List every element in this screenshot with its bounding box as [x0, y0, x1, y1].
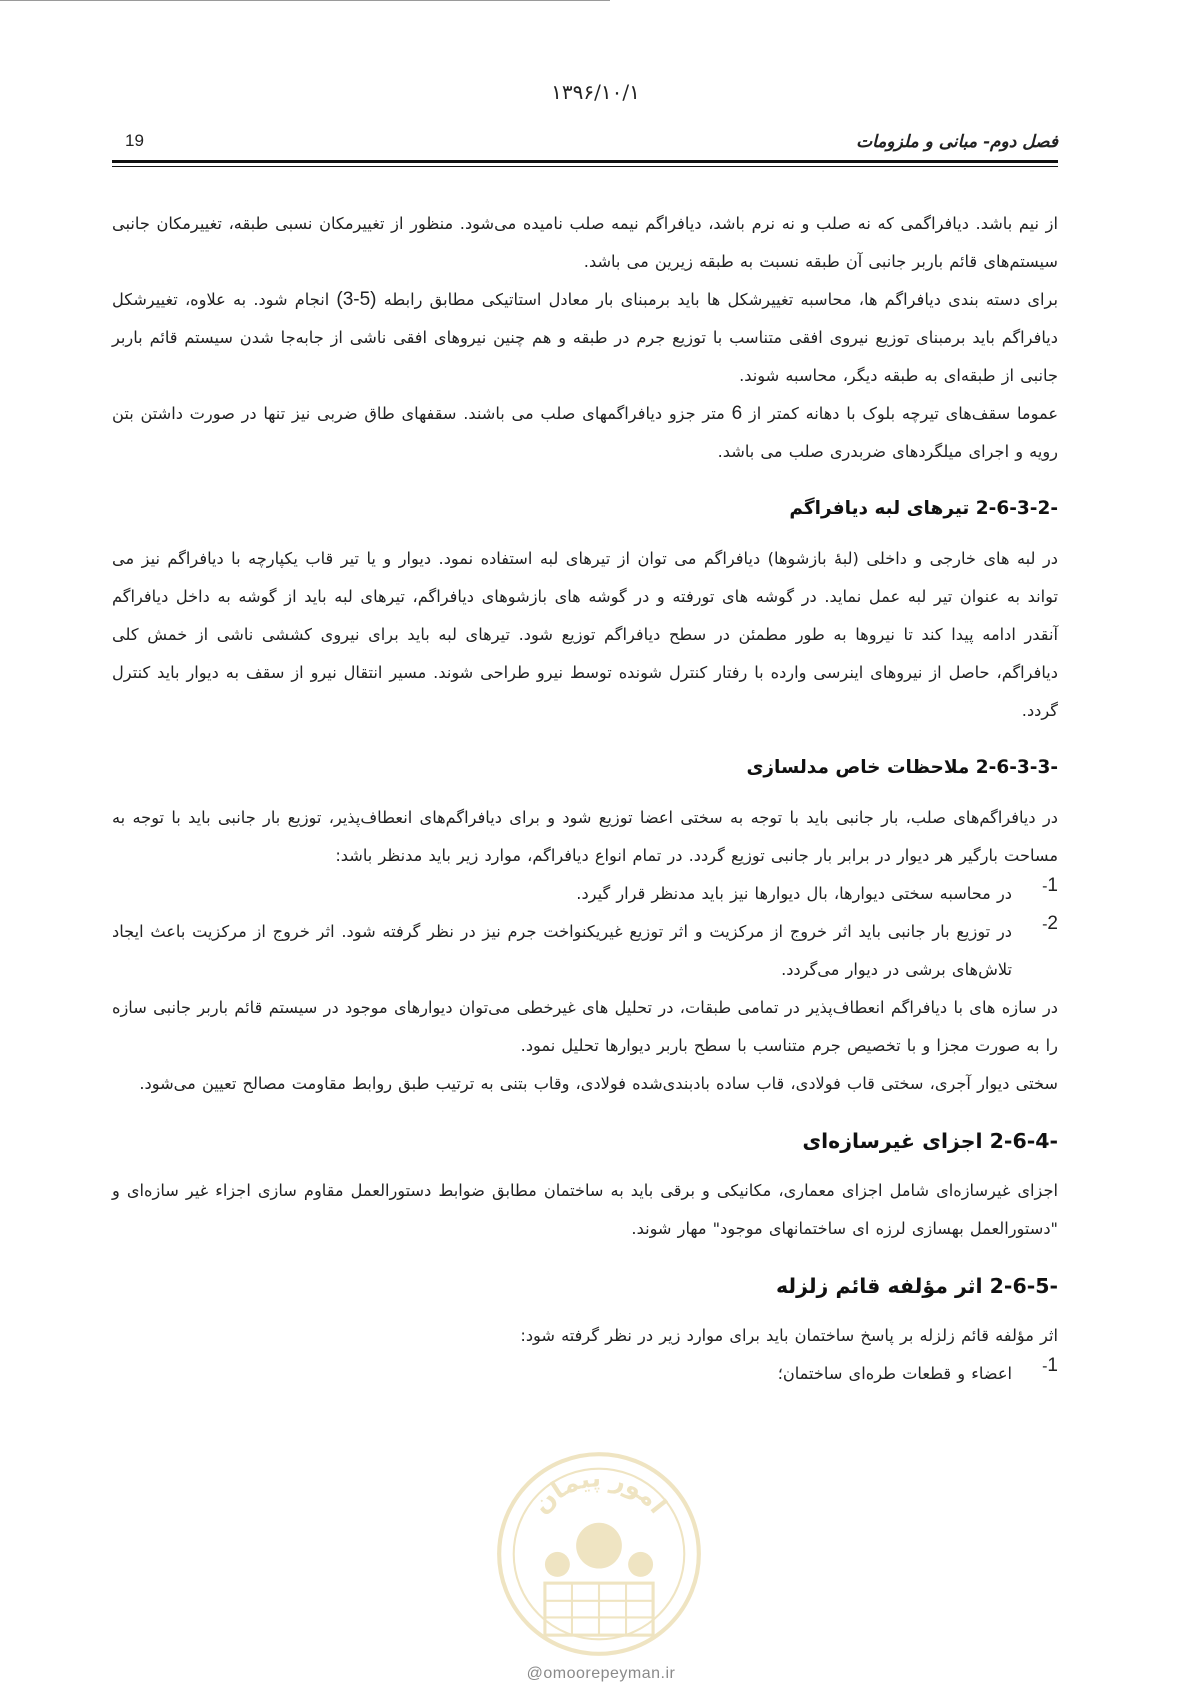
header-rule-thin	[112, 166, 1058, 167]
list-marker: 2-	[1042, 913, 1058, 934]
list-item-text: اعضاء و قطعات طره‌ای ساختمان؛	[777, 1364, 1012, 1383]
paragraph: اجزای غیرسازه‌ای شامل اجزای معماری، مکانیکی و برقی باید به ساختمان مطابق ضوابط دستورالعمل مقاوم سازی اجزاء غیر سازه‌ای و "دستورالعمل بهسازی لرزه ای ساختمانهای موجود" مهار شوند.	[112, 1181, 1058, 1238]
paragraph-part: برای دسته بندی دیافراگم ها، محاسبه تغییرشکل ها باید برمبنای بار معادل استاتیکی مطابق رابطه	[383, 290, 1058, 309]
header-rule-thick	[112, 160, 1058, 163]
document-date: ۱۳۹۶/۱۰/۱	[551, 80, 640, 104]
paragraph: از نیم باشد. دیافراگمی که نه صلب و نه نرم باشد، دیافراگم نیمه صلب نامیده می‌شود. منظور از تغییرمکان نسبی طبقه، تغییرمکان جانبی سیستم‌های قائم باربر جانبی آن طبقه نسبت به طبقه زیرین می باشد.	[112, 214, 1058, 271]
list-marker: 1-	[1042, 1355, 1058, 1376]
paragraph-part: عموما سقف‌های تیرچه بلوک با دهانه کمتر از	[748, 404, 1058, 423]
list-item	[112, 913, 1058, 989]
paragraph: در سازه های با دیافراگم انعطاف‌پذیر در تمامی طبقات، در تحلیل های غیرخطی می‌توان دیوارهای موجود در سیستم قائم باربر جانبی سازه را به صورت مجزا و با تخصیص جرم متناسب با سطح باربر دیوارها تحلیل نمود.	[112, 998, 1058, 1055]
section-number: 2-6-4-	[989, 1129, 1058, 1153]
page-number: 19	[125, 131, 144, 150]
page-content	[112, 205, 1058, 1393]
paragraph-part: متر جزو دیافراگمهای صلب می باشند. سقفهای طاق ضربی نیز تنها در صورت داشتن بتن رویه و اجرای میلگردهای ضربدری صلب می باشد.	[112, 404, 1058, 461]
paragraph: در لبه های خارجی و داخلی (لبهٔ بازشوها) دیافراگم می توان از تیرهای لبه استفاده نمود. دیوار و یا تیر قاب یکپارچه با دیافراگم نیز می تواند به عنوان تیر لبه عمل نماید. در گوشه های تورفته و در گوشه های بازشوهای دیافراگم، تیرهای لبه باید از گوشه به داخل دیافراگم آنقدر ادامه پیدا کند تا نیروها به طور مطمئن در سطح دیافراگم توزیع شود. تیرهای لبه باید برای نیروی کششی ناشی از خمش کلی دیافراگم، حاصل از نیروهای اینرسی وارده با رفتار کنترل شونده توسط نیرو طراحی شوند. مسیر انتقال نیرو از سقف به دیوار باید کنترل گردد.	[112, 549, 1058, 720]
paragraph	[112, 395, 1058, 471]
chapter-title: فصل دوم- مبانی و ملزومات	[856, 132, 1058, 152]
paragraph-part: انجام شود. به علاوه، تغییرشکل دیافراگم باید برمبنای توزیع نیروی افقی متناسب با توزیع جرم در طبقه و هم چنین نیروهای افقی ناشی از جابه‌جا شدن سیستم قائم باربر جانبی از طبقه‌ای به طبقه دیگر، محاسبه شوند.	[112, 290, 1058, 385]
svg-text:امور پیمان: امور پیمان	[526, 1463, 673, 1519]
section-title: تیرهای لبه دیافراگم	[789, 498, 970, 519]
list-marker: 1-	[1042, 875, 1058, 896]
page-header	[112, 128, 1058, 168]
watermark-seal	[495, 1450, 703, 1658]
section-heading	[112, 492, 1058, 526]
span-value: 6	[731, 403, 743, 424]
section-title: اثر مؤلفه قائم زلزله	[775, 1274, 983, 1298]
section-number: 2-6-5-	[989, 1274, 1058, 1298]
list-item-text: در توزیع بار جانبی باید اثر خروج از مرکزیت و اثر توزیع غیریکنواخت جرم نیز در نظر گرفته شود. اثر خروج از مرکزیت باعث ایجاد تلاش‌های برشی در دیوار می‌گردد.	[112, 922, 1012, 979]
section-heading	[112, 1269, 1058, 1303]
equation-reference: (3-5)	[336, 289, 377, 310]
paragraph: سختی دیوار آجری، سختی قاب فولادی، قاب ساده بادبندی‌شده فولادی، وقاب بتنی به ترتیب طبق روابط مقاومت مصالح تعیین می‌شود.	[139, 1074, 1058, 1093]
section-number: 2-6-3-2-	[975, 498, 1058, 519]
section-title: ملاحظات خاص مدلسازی	[746, 757, 970, 778]
section-heading	[112, 751, 1058, 785]
list-item	[112, 1355, 1058, 1393]
paragraph: اثر مؤلفه قائم زلزله بر پاسخ ساختمان باید برای موارد زیر در نظر گرفته شود:	[520, 1326, 1058, 1345]
list-item-text: در محاسبه سختی دیوارها، بال دیوارها نیز باید مدنظر قرار گیرد.	[576, 884, 1012, 903]
section-number: 2-6-3-3-	[975, 757, 1058, 778]
list-item	[112, 875, 1058, 913]
watermark-url: @omoorepeyman.ir	[526, 1665, 676, 1682]
section-title: اجزای غیرسازه‌ای	[802, 1129, 983, 1153]
top-rule	[0, 0, 610, 1]
section-heading	[112, 1124, 1058, 1158]
paragraph: در دیافراگم‌های صلب، بار جانبی باید با توجه به سختی اعضا توزیع شود و برای دیافراگم‌های انعطاف‌پذیر، توزیع بار جانبی باید با توجه به مساحت بارگیر هر دیوار در برابر بار جانبی توزیع گردد. در تمام انواع دیافراگم، موارد زیر باید مدنظر باشد:	[112, 808, 1058, 865]
paragraph	[112, 281, 1058, 395]
